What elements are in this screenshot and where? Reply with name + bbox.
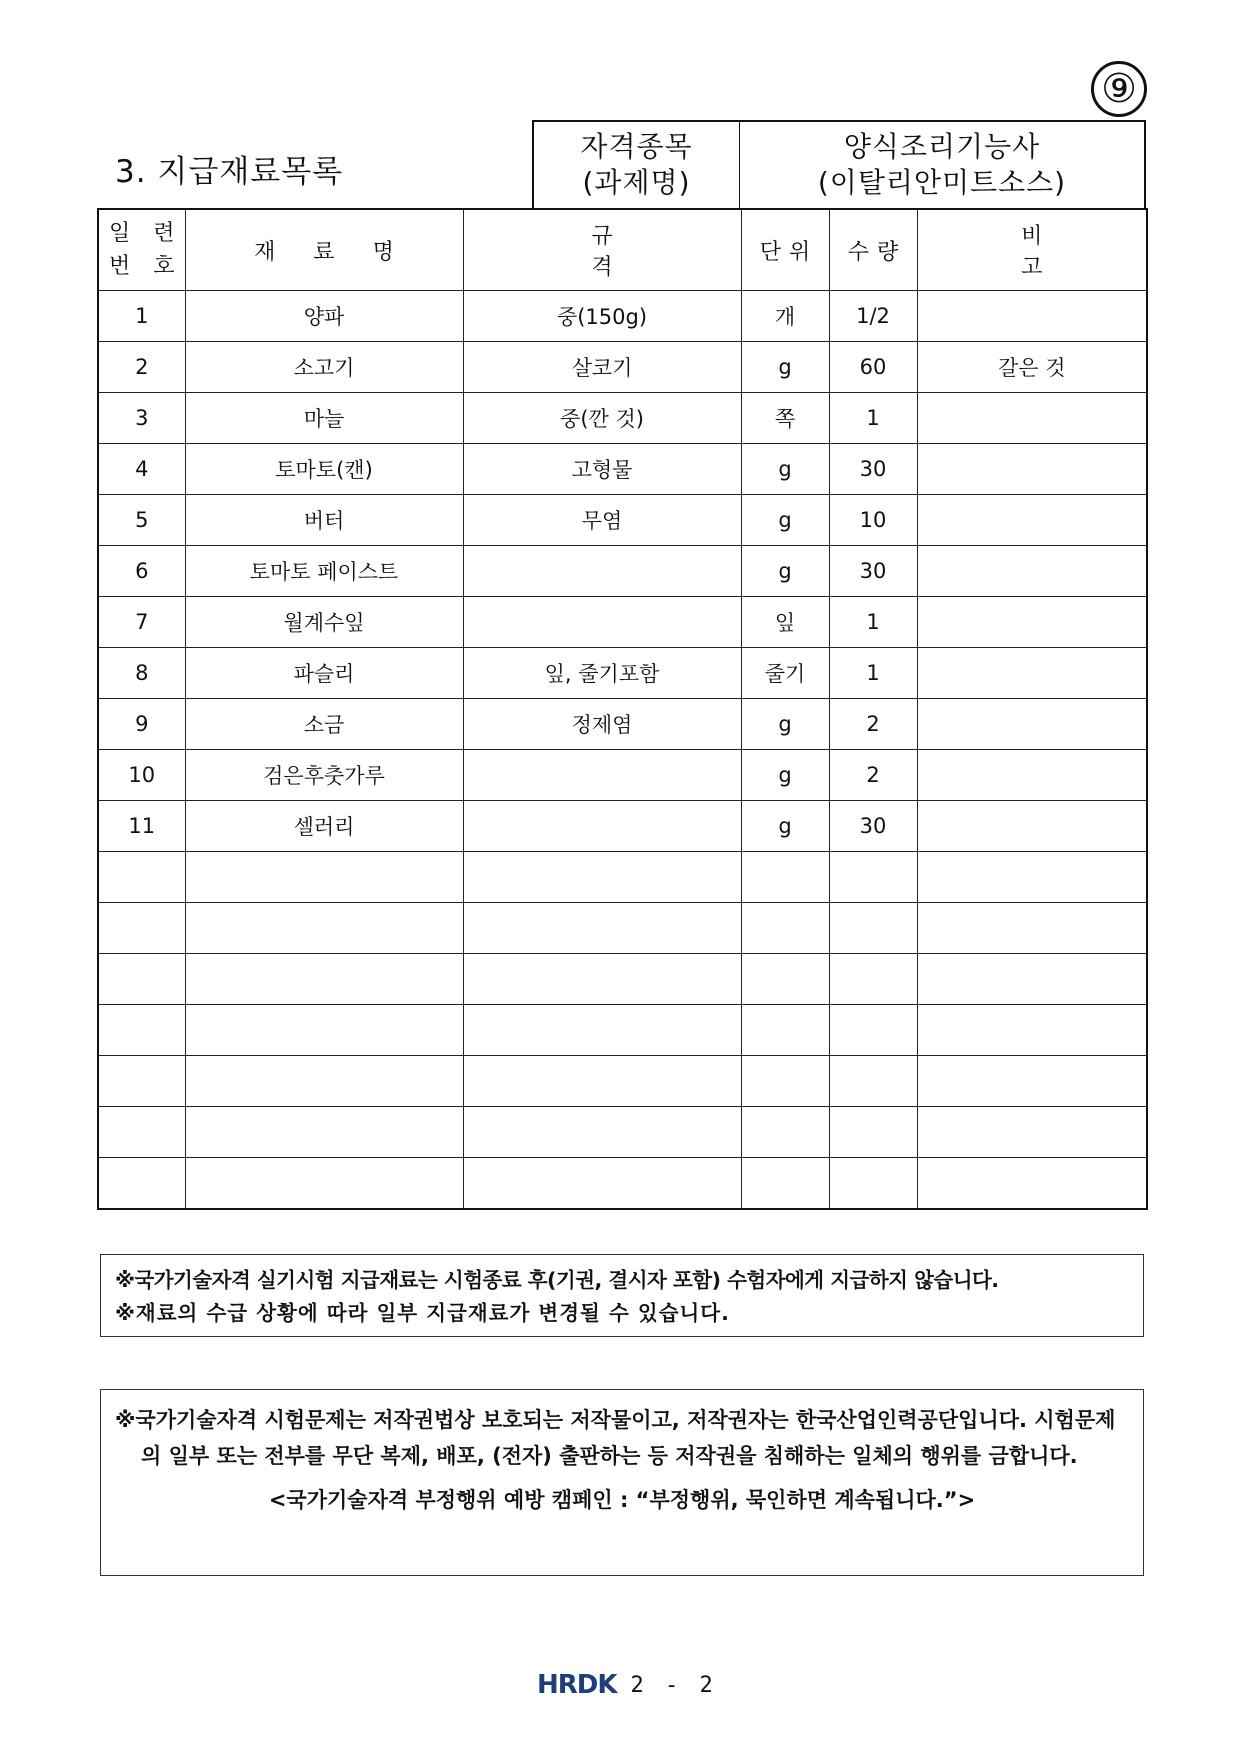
table-row xyxy=(98,750,1147,801)
cell-note xyxy=(917,597,1147,648)
cell-unit xyxy=(741,954,829,1005)
table-row xyxy=(98,1005,1147,1056)
cell-material: 버터 xyxy=(185,495,463,546)
table-row xyxy=(98,597,1147,648)
task-name-value: (이탈리안미트소스) xyxy=(817,166,1067,199)
cell-qty: 60 xyxy=(829,342,917,393)
cell-material: 셀러리 xyxy=(185,801,463,852)
qualification-value-box xyxy=(739,120,1146,208)
table-row xyxy=(98,699,1147,750)
cell-no xyxy=(98,852,185,903)
cell-unit xyxy=(741,1158,829,1210)
cell-material xyxy=(185,954,463,1005)
cell-no xyxy=(98,903,185,954)
cell-note xyxy=(917,1158,1147,1210)
cell-note xyxy=(917,1056,1147,1107)
cell-qty: 2 xyxy=(829,750,917,801)
qualification-label-box xyxy=(532,120,739,208)
cell-qty: 10 xyxy=(829,495,917,546)
cell-note xyxy=(917,1107,1147,1158)
cell-spec xyxy=(463,597,741,648)
table-header-row xyxy=(98,209,1147,291)
cell-unit xyxy=(741,1107,829,1158)
cell-material: 소고기 xyxy=(185,342,463,393)
table-row xyxy=(98,495,1147,546)
cell-unit: g xyxy=(741,801,829,852)
cell-spec xyxy=(463,954,741,1005)
cell-material xyxy=(185,1158,463,1210)
cell-unit: g xyxy=(741,342,829,393)
cell-material: 토마토(캔) xyxy=(185,444,463,495)
cell-no: 8 xyxy=(98,648,185,699)
col-header-unit: 단위 xyxy=(741,209,829,291)
cell-spec xyxy=(463,1005,741,1056)
cell-spec: 정제염 xyxy=(463,699,741,750)
table-row xyxy=(98,648,1147,699)
cell-unit xyxy=(741,852,829,903)
cell-spec: 고형물 xyxy=(463,444,741,495)
cell-spec xyxy=(463,801,741,852)
cell-material xyxy=(185,1005,463,1056)
cell-material: 마늘 xyxy=(185,393,463,444)
task-name-label: (과제명) xyxy=(582,166,691,199)
cell-spec: 중(150g) xyxy=(463,291,741,342)
cell-qty xyxy=(829,1158,917,1210)
cell-material: 양파 xyxy=(185,291,463,342)
cell-unit: g xyxy=(741,699,829,750)
cell-unit: g xyxy=(741,750,829,801)
cell-no xyxy=(98,954,185,1005)
cell-no: 5 xyxy=(98,495,185,546)
cell-qty: 30 xyxy=(829,444,917,495)
qualification-value: 양식조리기능사 xyxy=(843,130,1041,163)
table-row xyxy=(98,546,1147,597)
cell-unit: g xyxy=(741,495,829,546)
cell-note xyxy=(917,954,1147,1005)
cell-qty xyxy=(829,954,917,1005)
table-row xyxy=(98,852,1147,903)
cell-qty xyxy=(829,1056,917,1107)
cell-qty: 1/2 xyxy=(829,291,917,342)
cell-no: 6 xyxy=(98,546,185,597)
cell-unit xyxy=(741,1005,829,1056)
cell-qty: 1 xyxy=(829,648,917,699)
cell-unit xyxy=(741,903,829,954)
cell-note xyxy=(917,648,1147,699)
col-header-qty: 수량 xyxy=(829,209,917,291)
col-header-note: 비고 xyxy=(917,209,1147,291)
cell-spec: 잎, 줄기포함 xyxy=(463,648,741,699)
col-header-serial-line1: 일 련 xyxy=(109,221,183,246)
cell-material xyxy=(185,1107,463,1158)
col-header-material: 재료명 xyxy=(185,209,463,291)
cell-material: 검은후춧가루 xyxy=(185,750,463,801)
cell-unit: 줄기 xyxy=(741,648,829,699)
cell-note xyxy=(917,291,1147,342)
qualification-label: 자격종목 xyxy=(580,130,693,163)
cell-spec xyxy=(463,903,741,954)
table-row xyxy=(98,954,1147,1005)
cell-unit: 개 xyxy=(741,291,829,342)
cell-qty xyxy=(829,1107,917,1158)
cell-note xyxy=(917,801,1147,852)
copyright-notice xyxy=(100,1389,1144,1576)
table-row xyxy=(98,1056,1147,1107)
materials-table xyxy=(97,208,1148,1210)
cell-note xyxy=(917,444,1147,495)
cell-note xyxy=(917,903,1147,954)
cell-no: 10 xyxy=(98,750,185,801)
table-row xyxy=(98,444,1147,495)
cell-spec: 무염 xyxy=(463,495,741,546)
cell-note xyxy=(917,699,1147,750)
cell-no xyxy=(98,1005,185,1056)
cell-material xyxy=(185,1056,463,1107)
section-title: 3. 지급재료목록 xyxy=(115,154,344,190)
cell-material: 파슬리 xyxy=(185,648,463,699)
cell-qty xyxy=(829,1005,917,1056)
cell-note xyxy=(917,750,1147,801)
cell-note xyxy=(917,1005,1147,1056)
cell-note xyxy=(917,495,1147,546)
cell-no: 3 xyxy=(98,393,185,444)
table-row xyxy=(98,1158,1147,1210)
cell-qty: 30 xyxy=(829,801,917,852)
col-header-serial xyxy=(98,209,185,291)
supply-notice-line2: ※재료의 수급 상황에 따라 일부 지급재료가 변경될 수 있습니다. xyxy=(115,1301,730,1325)
cell-spec xyxy=(463,1056,741,1107)
cell-unit: g xyxy=(741,444,829,495)
cell-no: 11 xyxy=(98,801,185,852)
supply-notice xyxy=(100,1254,1144,1337)
cell-qty: 30 xyxy=(829,546,917,597)
table-row xyxy=(98,903,1147,954)
cell-no xyxy=(98,1158,185,1210)
col-header-serial-line2: 번 호 xyxy=(109,254,183,279)
table-row xyxy=(98,342,1147,393)
campaign-text: <국가기술자격 부정행위 예방 캠페인 : “부정행위, 묵인하면 계속됩니다.”> xyxy=(268,1488,976,1512)
cell-spec xyxy=(463,852,741,903)
footer xyxy=(537,1668,717,1702)
cell-note: 갈은 것 xyxy=(917,342,1147,393)
table-row xyxy=(98,801,1147,852)
cell-no: 9 xyxy=(98,699,185,750)
cell-no: 1 xyxy=(98,291,185,342)
cell-material: 소금 xyxy=(185,699,463,750)
cell-no xyxy=(98,1056,185,1107)
cell-spec xyxy=(463,1158,741,1210)
hrdk-logo: HRDK xyxy=(537,1670,617,1700)
cell-no: 7 xyxy=(98,597,185,648)
table-body xyxy=(98,291,1147,1210)
cell-material: 월계수잎 xyxy=(185,597,463,648)
col-header-spec: 규격 xyxy=(463,209,741,291)
cell-qty xyxy=(829,903,917,954)
cell-unit xyxy=(741,1056,829,1107)
cell-qty: 1 xyxy=(829,597,917,648)
cell-spec: 중(깐 것) xyxy=(463,393,741,444)
cell-qty xyxy=(829,852,917,903)
cell-qty: 2 xyxy=(829,699,917,750)
cell-no: 4 xyxy=(98,444,185,495)
cell-unit: g xyxy=(741,546,829,597)
cell-no xyxy=(98,1107,185,1158)
cell-unit: 잎 xyxy=(741,597,829,648)
copyright-text: ※국가기술자격 시험문제는 저작권법상 보호되는 저작물이고, 저작권자는 한국산업인력공단입니다. 시험문제의 일부 또는 전부를 무단 복제, 배포, (전자) 출판하는 등 저작권을 침해하는 일체의 행위를 금합니다. xyxy=(115,1408,1116,1468)
cell-spec: 살코기 xyxy=(463,342,741,393)
cell-spec xyxy=(463,750,741,801)
table-row xyxy=(98,1107,1147,1158)
cell-no: 2 xyxy=(98,342,185,393)
cell-unit: 쪽 xyxy=(741,393,829,444)
page-number: 2 - 2 xyxy=(630,1672,717,1698)
cell-spec xyxy=(463,1107,741,1158)
cell-qty: 1 xyxy=(829,393,917,444)
table-row xyxy=(98,291,1147,342)
supply-notice-line1: ※국가기술자격 실기시험 지급재료는 시험종료 후(기권, 결시자 포함) 수험자에게 지급하지 않습니다. xyxy=(115,1268,999,1292)
cell-spec xyxy=(463,546,741,597)
cell-note xyxy=(917,546,1147,597)
page-number-badge: ⑨ xyxy=(1091,61,1147,117)
cell-note xyxy=(917,852,1147,903)
cell-note xyxy=(917,393,1147,444)
cell-material: 토마토 페이스트 xyxy=(185,546,463,597)
cell-material xyxy=(185,852,463,903)
table-row xyxy=(98,393,1147,444)
cell-material xyxy=(185,903,463,954)
